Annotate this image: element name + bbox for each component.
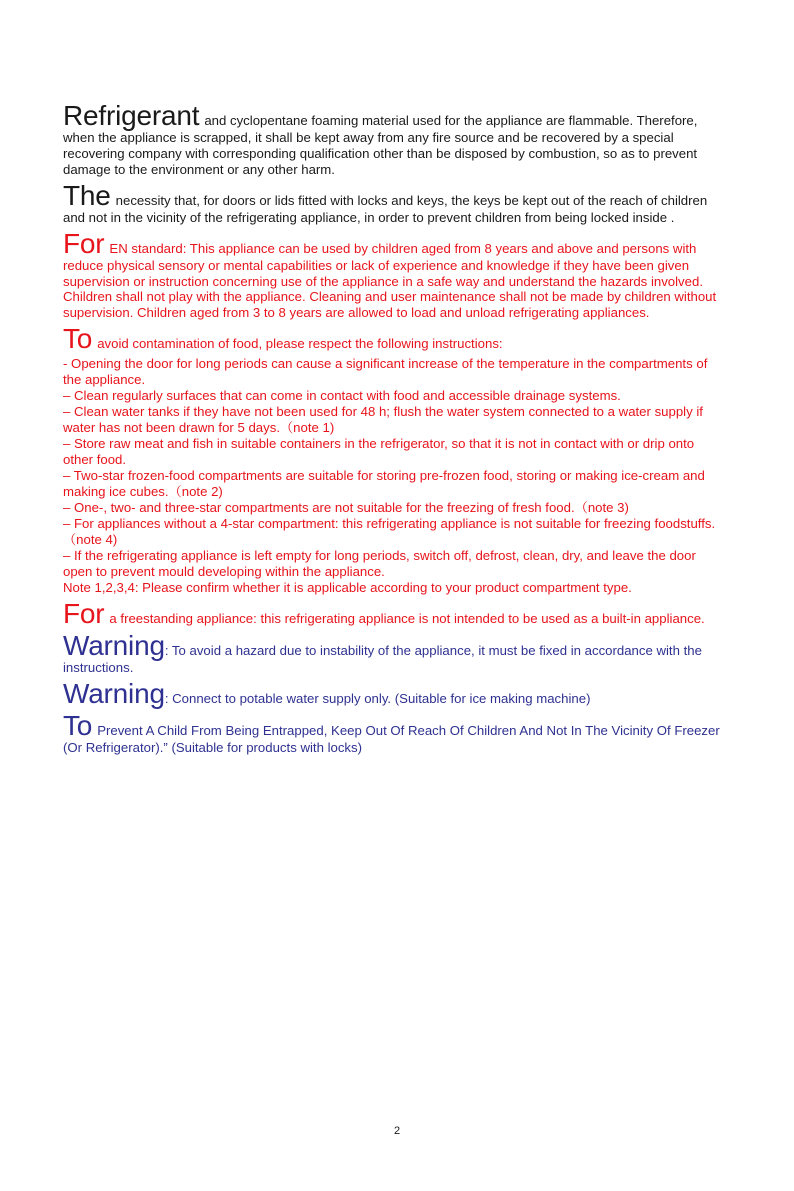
freestanding-lead: For: [63, 598, 105, 630]
warning-stability-text: : To avoid a hazard due to instability of the appliance, it must be fixed in accordance with the instructions.: [63, 643, 702, 676]
contamination-list: [63, 356, 723, 596]
contamination-text: avoid contamination of food, please respect the following instructions:: [97, 336, 503, 352]
warning-stability-lead: Warning: [63, 630, 165, 662]
entrapment-text: Prevent A Child From Being Entrapped, Keep Out Of Reach Of Children And Not In The Vicinity Of Freezer (Or Refrigerator).” (Suitable for products with locks): [63, 723, 720, 756]
document-body: [63, 102, 723, 756]
compartment-note: Note 1,2,3,4: Please confirm whether it is applicable according to your product compartment type.: [63, 580, 632, 596]
page-number: 2: [393, 1125, 401, 1137]
list-item: – Two-star frozen-food compartments are suitable for storing pre-frozen food, storing or making ice-cream and making ice cubes.（note 2): [63, 468, 705, 500]
refrigerant-paragraph: [63, 102, 723, 178]
keys-lead: The: [63, 179, 111, 211]
list-item: – Clean water tanks if they have not been used for 48 h; flush the water system connected to a water supply if water has not been drawn for 5 days.（note 1): [63, 404, 703, 436]
keys-paragraph: [63, 179, 723, 226]
list-item: – If the refrigerating appliance is left empty for long periods, switch off, defrost, clean, dry, and leave the door open to prevent mould developing within the appliance.: [63, 548, 696, 580]
keys-text: necessity that, for doors or lids fitted with locks and keys, the keys be kept out of the reach of children and not in the vicinity of the refrigerating appliance, in order to prevent children from being locked inside .: [63, 192, 708, 225]
warning-water-lead: Warning: [63, 678, 165, 710]
contamination-paragraph: [63, 325, 723, 353]
entrapment-lead: To: [63, 710, 93, 742]
warning-stability-paragraph: [63, 632, 723, 676]
en-standard-text: EN standard: This appliance can be used by children aged from 8 years and above and persons with reduce physical sensory or mental capabilities or lack of experience and knowledge if they have been given supervision or instruction concerning use of the appliance in a safe way and understand the hazards involved. Children shall not play with the appliance. Cleaning and user maintenance shall not be made by children without supervision. Children aged from 3 to 8 years are allowed to load and unload refrigerating appliances.: [63, 240, 717, 321]
list-item: – Store raw meat and fish in suitable containers in the refrigerator, so that it is not in contact with or drip onto other food.: [63, 436, 695, 468]
list-item: - Opening the door for long periods can cause a significant increase of the temperature in the compartments of the appliance.: [63, 356, 708, 388]
freestanding-paragraph: [63, 600, 723, 628]
contamination-lead: To: [63, 323, 93, 355]
list-item: – For appliances without a 4-star compartment: this refrigerating appliance is not suitable for freezing foodstuffs.（note 4): [63, 516, 716, 548]
list-item: – Clean regularly surfaces that can come in contact with food and accessible drainage systems.: [63, 388, 621, 404]
en-standard-lead: For: [63, 227, 105, 259]
en-standard-paragraph: [63, 227, 723, 322]
refrigerant-lead: Refrigerant: [63, 100, 200, 131]
refrigerant-text: and cyclopentane foaming material used for the appliance are flammable. Therefore, when the appliance is scrapped, it shall be kept away from any fire source and be recovered by a special recovering company with corresponding qualification other than be disposed by combustion, so as to prevent damage to the environment or any other harm.: [63, 113, 698, 177]
freestanding-text: a freestanding appliance: this refrigerating appliance is not intended to be used as a built-in appliance.: [109, 611, 705, 627]
list-item: – One-, two- and three-star compartments are not suitable for the freezing of fresh food.（note 3): [63, 500, 629, 516]
warning-water-paragraph: [63, 680, 723, 708]
warning-water-text: : Connect to potable water supply only. (Suitable for ice making machine): [164, 691, 591, 707]
entrapment-paragraph: [63, 712, 723, 756]
